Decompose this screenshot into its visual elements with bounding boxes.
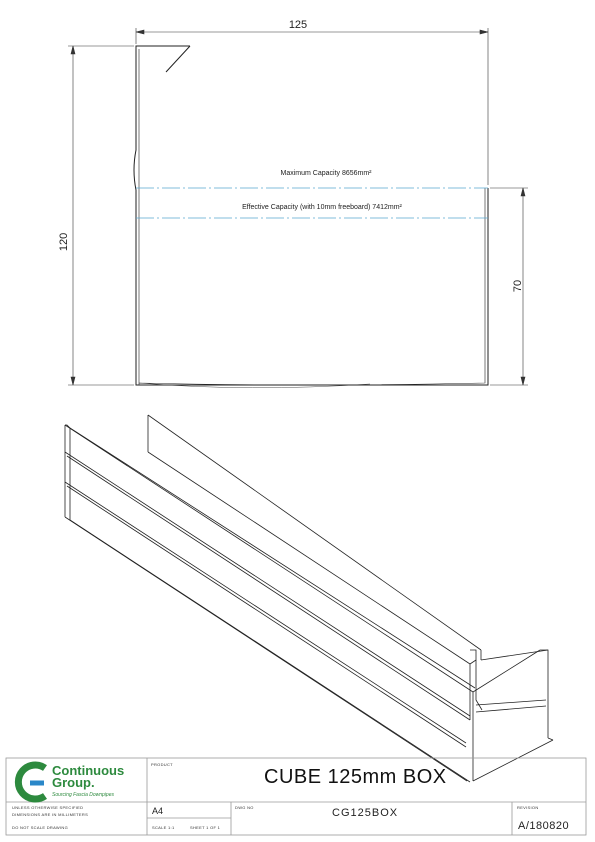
effective-capacity-label: Effective Capacity (with 10mm freeboard) 7412mm² xyxy=(242,204,402,211)
profile-outline xyxy=(134,46,488,385)
maximum-capacity-label: Maximum Capacity 8656mm² xyxy=(280,170,372,177)
dwg-number-label: DWG NO xyxy=(235,805,254,810)
drawing-scale: SCALE 1:1 xyxy=(152,825,175,830)
width-dimension-value: 125 xyxy=(288,19,308,31)
company-tagline: Sourcing Fascia Downpipes xyxy=(52,792,114,798)
width-dimension xyxy=(136,28,488,185)
company-name-line1: Continuous xyxy=(52,763,125,778)
note-units-unless: UNLESS OTHERWISE SPECIFIED xyxy=(12,805,84,810)
dwg-number: CG125BOX xyxy=(332,807,399,819)
paper-size: A4 xyxy=(152,806,164,816)
company-logo-mark xyxy=(18,765,45,799)
depth-dimension-value: 70 xyxy=(512,279,524,293)
height-dimension xyxy=(68,46,134,385)
box-profile-section xyxy=(134,46,488,388)
note-do-not-scale: DO NOT SCALE DRAWING xyxy=(12,825,69,830)
height-dimension-value: 120 xyxy=(58,232,70,252)
isometric-view xyxy=(65,415,553,782)
sheet-number: SHEET 1 OF 1 xyxy=(190,825,221,830)
note-units-millimeters: DIMENSIONS ARE IN MILLIMETERS xyxy=(12,812,89,817)
revision-label: REVISION xyxy=(517,805,539,810)
capacity-lines xyxy=(136,188,488,218)
profile-inner xyxy=(139,49,485,385)
product-name: CUBE 125mm BOX xyxy=(264,766,447,788)
company-name-line2: Group. xyxy=(52,775,95,790)
product-label: PRODUCT xyxy=(151,762,173,767)
revision-value: A/180820 xyxy=(518,820,570,832)
